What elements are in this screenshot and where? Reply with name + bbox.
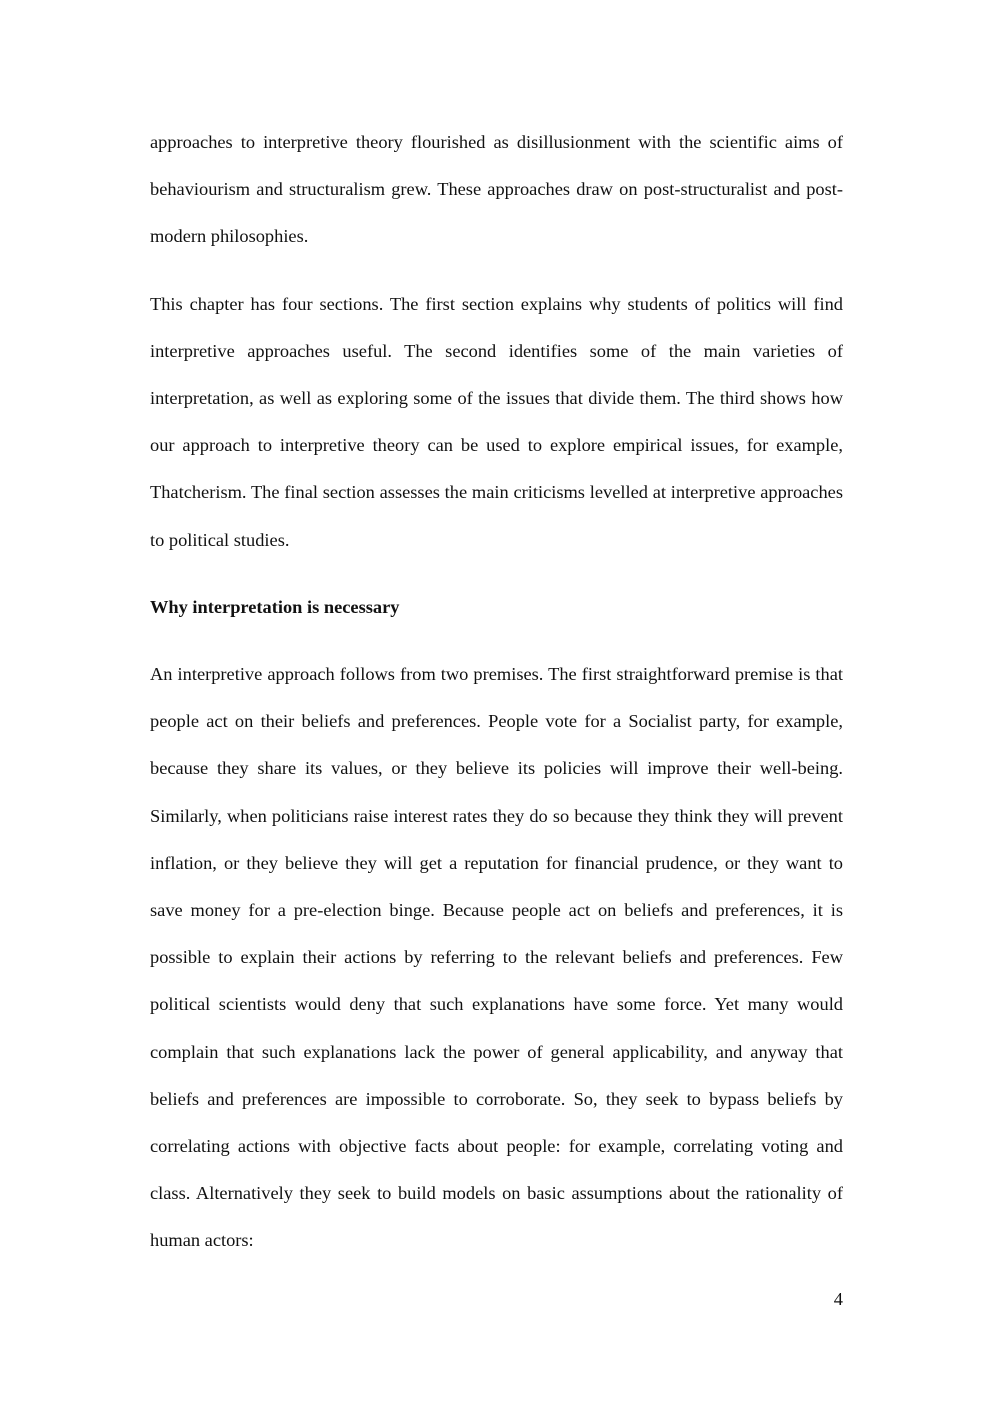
paragraph-interpretive-premises: An interpretive approach follows from two premises. The first straightforward premise is that people act on their beliefs and preferences. People vote for a Socialist party, for example, because they share its values, or they believe its policies will improve their well-being. Similarly, when politicians raise interest rates they do so because they think they will prevent inflation, or they believe they will get a reputation for financial prudence, or they want to save money for a pre-election binge. Because people act on beliefs and preferences, it is possible to explain their actions by referring to the relevant beliefs and preferences. Few political scientists would deny that such explanations have some force. Yet many would complain that such explanations lack the power of general applicability, and anyway that beliefs and preferences are impossible to corroborate. So, they seek to bypass beliefs by correlating actions with objective facts about people: for example, correlating voting and class. Alternatively they seek to build models on basic assumptions about the rationality of human actors: (150, 664, 843, 1251)
page-number: 4 (833, 1289, 843, 1309)
section-heading: Why interpretation is necessary (150, 596, 400, 617)
paragraph-intro-continuation: approaches to interpretive theory flourished as disillusionment with the scientific aims of behaviourism and structuralism grew. These approaches draw on post-structuralist and post-modern philosophies. (150, 132, 843, 247)
page-body (150, 119, 843, 1265)
paragraph-chapter-overview: This chapter has four sections. The first section explains why students of politics will find interpretive approaches useful. The second identifies some of the main varieties of interpretation, as well as exploring some of the issues that divide them. The third shows how our approach to interpretive theory can be used to explore empirical issues, for example, Thatcherism. The final section assesses the main criticisms levelled at interpretive approaches to political studies. (150, 293, 843, 550)
